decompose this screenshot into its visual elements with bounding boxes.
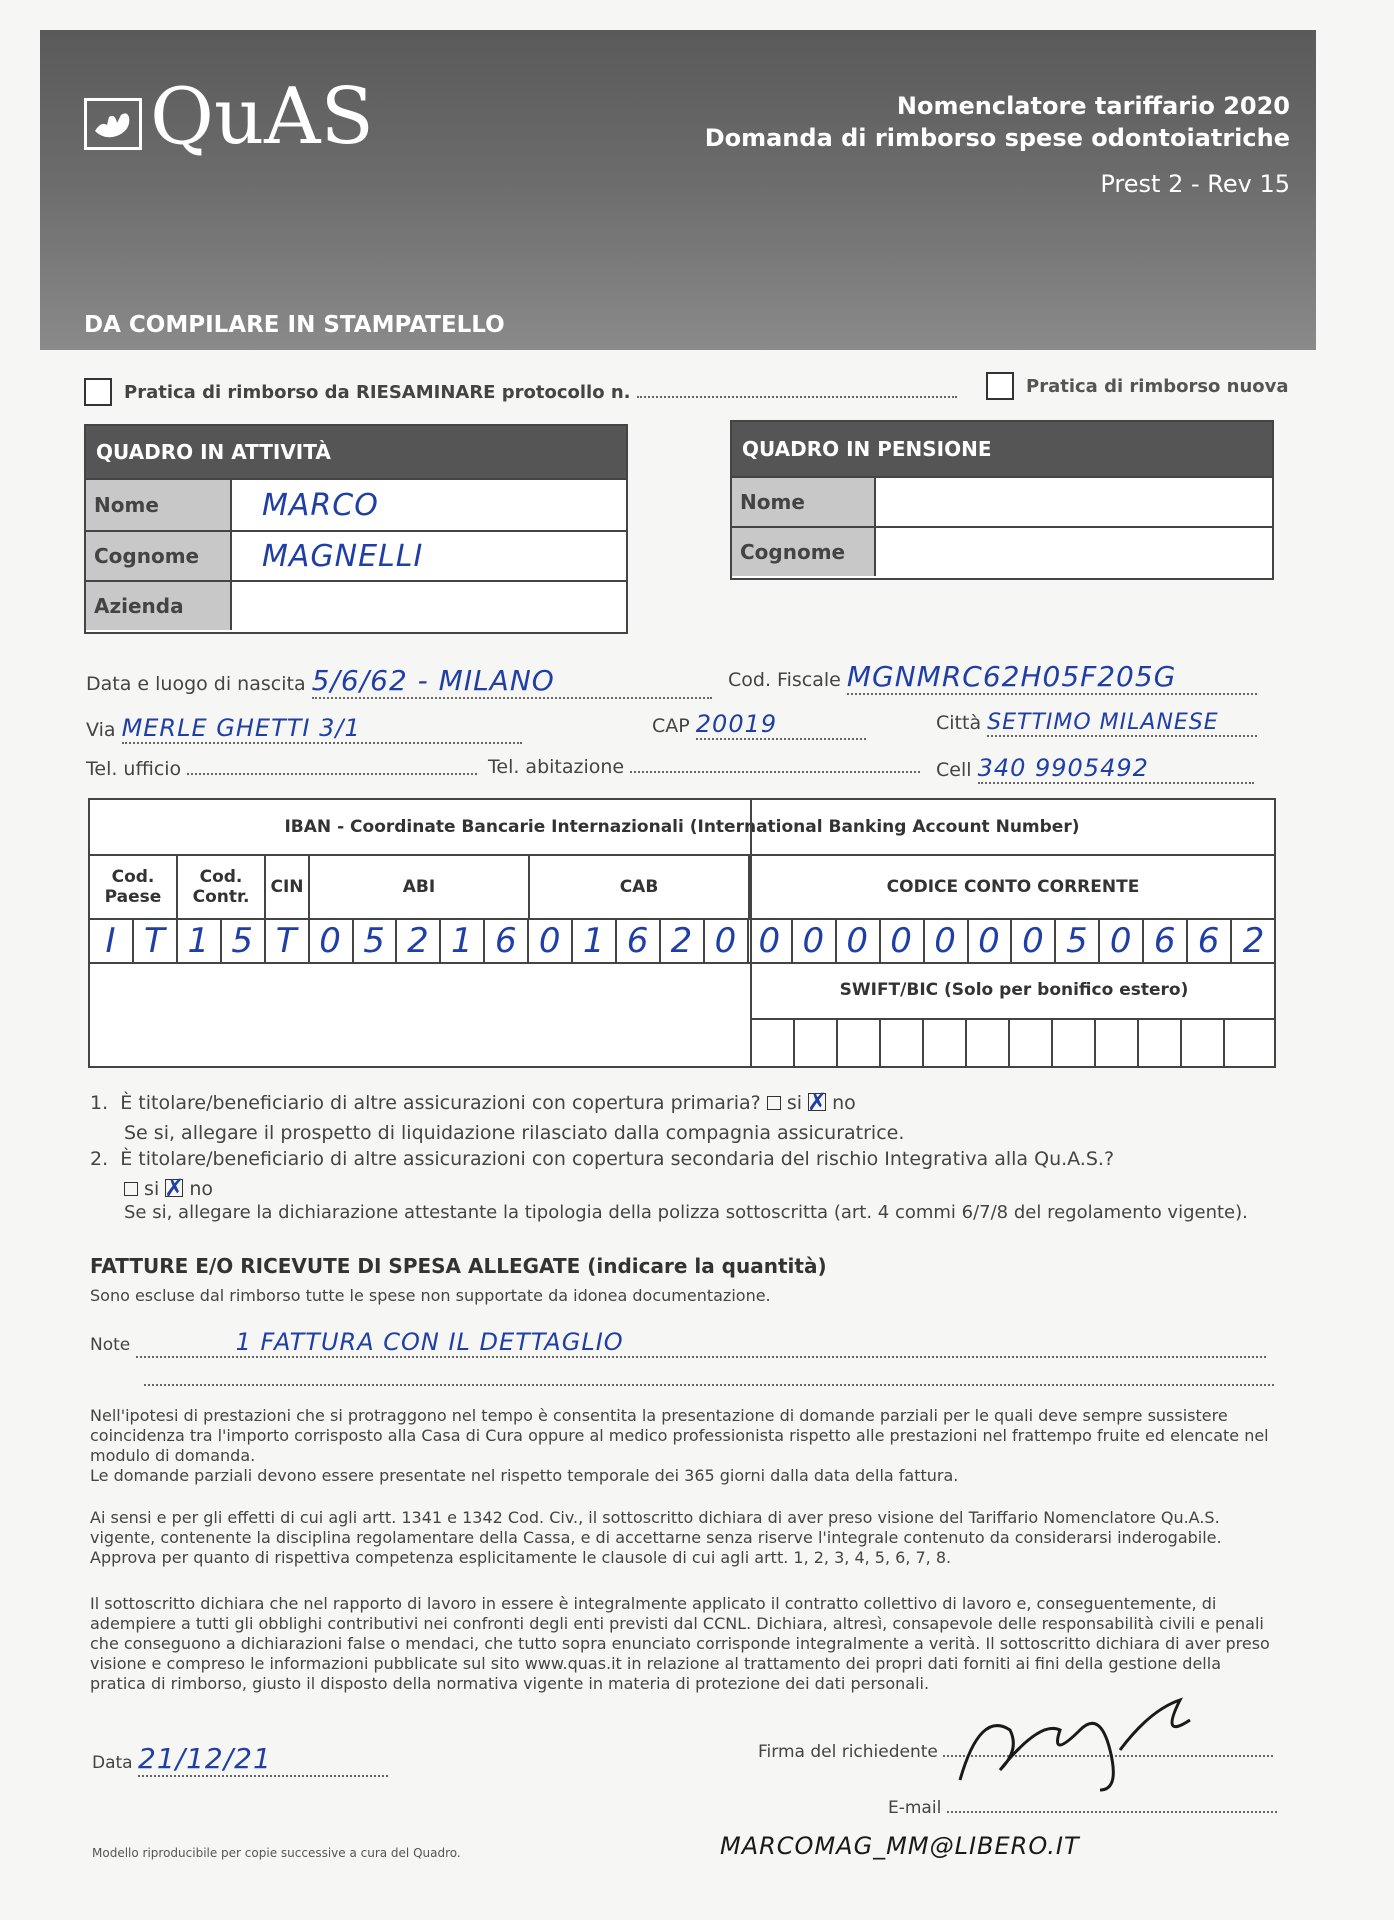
swift-cell[interactable] [1096, 1020, 1139, 1068]
nuova-checkbox[interactable] [986, 372, 1014, 400]
legal-paragraph-1: Nell'ipotesi di prestazioni che si protraggono nel tempo è consentita la presentazione di domande parziali per le quali deve sempre sussistere coincidenza tra l'importo corrisposto alla Casa di Cura oppure al medico professionista rispetto alle prestazioni nel frattempo fruite ed elencate nel modulo di domanda. Le domande parziali devono essere presentate nel rispetto temporale dei 365 giorni dalla data della fattura. [90, 1406, 1269, 1485]
swift-cell[interactable] [1139, 1020, 1182, 1068]
nascita-row: Data e luogo di nascita 5/6/62 - MILANO [86, 664, 712, 699]
pensione-nome-label: Nome [732, 478, 876, 526]
cap-field[interactable]: 20019 [696, 710, 866, 740]
tel-ufficio-row: Tel. ufficio [86, 758, 477, 780]
riesaminare-checkbox[interactable] [84, 378, 112, 406]
q2-si-checkbox[interactable] [124, 1182, 138, 1196]
pensione-cognome-label: Cognome [732, 528, 876, 576]
riesaminare-label: Pratica di rimborso da RIESAMINARE protocollo n. [124, 382, 957, 403]
question-2: 2. È titolare/beneficiario di altre assicurazioni con copertura secondaria del rischio Integrativa alla Qu.A.S.? [90, 1148, 1115, 1170]
via-field[interactable]: MERLE GHETTI 3/1 [122, 714, 522, 744]
iban-digit[interactable]: 1 [573, 920, 617, 962]
citta-field[interactable]: SETTIMO MILANESE [987, 710, 1257, 737]
iban-digit[interactable]: 1 [441, 920, 485, 962]
iban-digit[interactable]: 0 [881, 920, 925, 962]
modello-note: Modello riproducibile per copie successive a cura del Quadro. [92, 1846, 461, 1860]
quadro-attivita-title: QUADRO IN ATTIVITÀ [86, 426, 626, 478]
quadro-pensione-title: QUADRO IN PENSIONE [732, 422, 1272, 476]
citta-row: Città SETTIMO MILANESE [936, 710, 1257, 737]
azienda-label: Azienda [86, 582, 232, 630]
iban-digit[interactable]: 5 [354, 920, 398, 962]
iban-digit[interactable]: 0 [969, 920, 1013, 962]
iban-digit[interactable]: 0 [310, 920, 354, 962]
swift-cell[interactable] [924, 1020, 967, 1068]
iban-table [88, 798, 1276, 1068]
form-title: Nomenclatore tariffario 2020 [896, 92, 1290, 120]
q2-no-checkbox[interactable] [164, 1174, 185, 1202]
iban-digit[interactable]: T [266, 920, 310, 962]
fatture-title: FATTURE E/O RICEVUTE DI SPESA ALLEGATE (indicare la quantità) [90, 1254, 827, 1278]
tel-abitazione-field[interactable] [630, 771, 920, 773]
iban-digit[interactable]: 2 [397, 920, 441, 962]
nome-field[interactable]: MARCO [262, 487, 379, 523]
note-line-2[interactable] [144, 1384, 1274, 1386]
swift-cell[interactable] [881, 1020, 924, 1068]
pensione-cognome-field[interactable] [876, 528, 1272, 576]
swift-cells[interactable] [750, 800, 1276, 1066]
iban-digit[interactable]: 0 [925, 920, 969, 962]
swift-cell[interactable] [1182, 1020, 1225, 1068]
iban-digit[interactable]: 6 [1188, 920, 1232, 962]
email-line[interactable] [947, 1811, 1277, 1813]
question-1: 1. È titolare/beneficiario di altre assicurazioni con copertura primaria? si ✗ no [90, 1088, 856, 1116]
tel-ufficio-field[interactable] [187, 773, 477, 775]
cap-row: CAP 20019 [652, 710, 866, 740]
cell-row: Cell 340 9905492 [936, 754, 1254, 784]
q1-no-checkbox[interactable] [807, 1088, 828, 1116]
swift-cell[interactable] [795, 1020, 838, 1068]
note-row: Note 1 FATTURA CON IL DETTAGLIO [90, 1328, 1266, 1358]
swift-cell[interactable] [838, 1020, 881, 1068]
iban-digit[interactable]: 2 [661, 920, 705, 962]
form-subtitle: Domanda di rimborso spese odontoiatriche [704, 124, 1290, 152]
swift-cell[interactable] [752, 1020, 795, 1068]
iban-digit[interactable]: 2 [1242, 921, 1266, 961]
check-mark-icon: ✗ [807, 1088, 828, 1116]
nascita-field[interactable]: 5/6/62 - MILANO [312, 664, 712, 699]
cognome-label: Cognome [86, 532, 232, 580]
iban-digit[interactable]: 6 [485, 920, 529, 962]
cognome-field[interactable]: MAGNELLI [262, 538, 424, 574]
nuova-label: Pratica di rimborso nuova [1026, 376, 1289, 397]
col-abi: ABI [310, 856, 530, 920]
email-row: E-mail [888, 1798, 1277, 1818]
note-field[interactable]: 1 FATTURA CON IL DETTAGLIO [136, 1328, 1266, 1358]
swift-cell[interactable] [1053, 1020, 1096, 1068]
iban-digit[interactable]: 0 [529, 920, 573, 962]
legal-paragraph-3: Il sottoscritto dichiara che nel rapporto di lavoro in essere è integralmente applicato il contratto collettivo di lavoro e, conseguentemente, di adempiere a tutti gli obblighi contributivi nei confronti degli enti previsti dal CCNL. Dichiara, altresì, consapevole delle responsabilità civili e penali che conseguono a dichiarazioni false o mendaci, che tutto sopra enunciato corrisponde integralmente a verità. Il sottoscritto dichiara di aver preso visione e compreso le informazioni pubblicate sul sito www.quas.it in relazione al trattamento dei propri dati forniti ai fini della gestione della pratica di rimborso, giusto il disposto della normativa vigente in materia di protezione dei dati personali. [90, 1594, 1270, 1693]
col-paese: Cod. Paese [90, 856, 178, 920]
cell-field[interactable]: 340 9905492 [978, 754, 1254, 784]
iban-digit[interactable]: 0 [1012, 920, 1056, 962]
iban-digit[interactable]: 0 [705, 920, 749, 962]
iban-digit[interactable]: 6 [1144, 920, 1188, 962]
quadro-attivita-table [84, 424, 628, 634]
check-mark-icon: ✗ [164, 1174, 185, 1202]
col-conto: CODICE CONTO CORRENTE [750, 856, 1276, 920]
question-2-note: Se si, allegare la dichiarazione attestante la tipologia della polizza sottoscritta (art. 4 commi 6/7/8 del regolamento vigente). [124, 1202, 1248, 1223]
iban-digit[interactable]: 1 [178, 920, 222, 962]
iban-digit[interactable]: 5 [222, 920, 266, 962]
iban-digit[interactable]: T [134, 920, 178, 962]
legal-paragraph-2: Ai sensi e per gli effetti di cui agli artt. 1341 e 1342 Cod. Civ., il sottoscritto dichiara di aver preso visione del Tariffario Nomenclatore Qu.A.S. vigente, contenente la disciplina regolamentare della Cassa, e di accettarne senza riserve l'integrale contenuto da considerarsi inderogabile. Approva per quanto di rispettiva competenza esplicitamente le clausole di cui agli artt. 1, 2, 3, 4, 5, 6, 7, 8. [90, 1508, 1222, 1567]
iban-digit[interactable]: 6 [617, 920, 661, 962]
nome-label: Nome [86, 480, 232, 530]
codice-fiscale-field[interactable]: MGNMRC62H05F205G [847, 660, 1257, 695]
iban-digit[interactable]: 0 [793, 920, 837, 962]
iban-digit[interactable]: 5 [1056, 920, 1100, 962]
cf-row: Cod. Fiscale MGNMRC62H05F205G [728, 660, 1257, 695]
iban-digit[interactable]: 0 [837, 920, 881, 962]
question-2-options: si ✗ no [124, 1178, 213, 1200]
tel-abitazione-row: Tel. abitazione [488, 756, 920, 778]
data-row: Data 21/12/21 [92, 1742, 388, 1777]
iban-digit[interactable]: I [90, 920, 134, 962]
swift-label: SWIFT/BIC (Solo per bonifico estero) [750, 962, 1276, 1020]
iban-digit[interactable]: 0 [1100, 920, 1144, 962]
q1-si-checkbox[interactable] [767, 1096, 781, 1110]
via-row: Via MERLE GHETTI 3/1 [86, 714, 522, 744]
col-cin: CIN [266, 856, 310, 920]
quadro-pensione-table [730, 420, 1274, 580]
swift-cell[interactable] [967, 1020, 1010, 1068]
question-1-note: Se si, allegare il prospetto di liquidazione rilasciato dalla compagnia assicuratrice. [124, 1122, 905, 1144]
stampatello-note: DA COMPILARE IN STAMPATELLO [84, 312, 505, 338]
firma-row: Firma del richiedente [758, 1742, 1273, 1762]
email-field[interactable]: MARCOMAG_MM@LIBERO.IT [720, 1832, 1080, 1860]
logo-text: QuAS [150, 72, 374, 162]
pensione-nome-field[interactable] [876, 478, 1272, 526]
azienda-field[interactable] [232, 582, 626, 630]
data-field[interactable]: 21/12/21 [138, 1742, 388, 1777]
col-contr: Cod. Contr. [178, 856, 266, 920]
col-cab: CAB [530, 856, 750, 920]
revision-label: Prest 2 - Rev 15 [1100, 170, 1290, 198]
logo-hand-icon [84, 98, 142, 150]
swift-cell[interactable] [1010, 1020, 1053, 1068]
iban-title: IBAN - Coordinate Bancarie Internazionali (International Banking Account Number) [90, 800, 1274, 856]
fatture-subtitle: Sono escluse dal rimborso tutte le spese non supportate da idonea documentazione. [90, 1286, 771, 1305]
iban-digit[interactable]: 0 [749, 920, 793, 962]
signature-icon [950, 1690, 1230, 1800]
